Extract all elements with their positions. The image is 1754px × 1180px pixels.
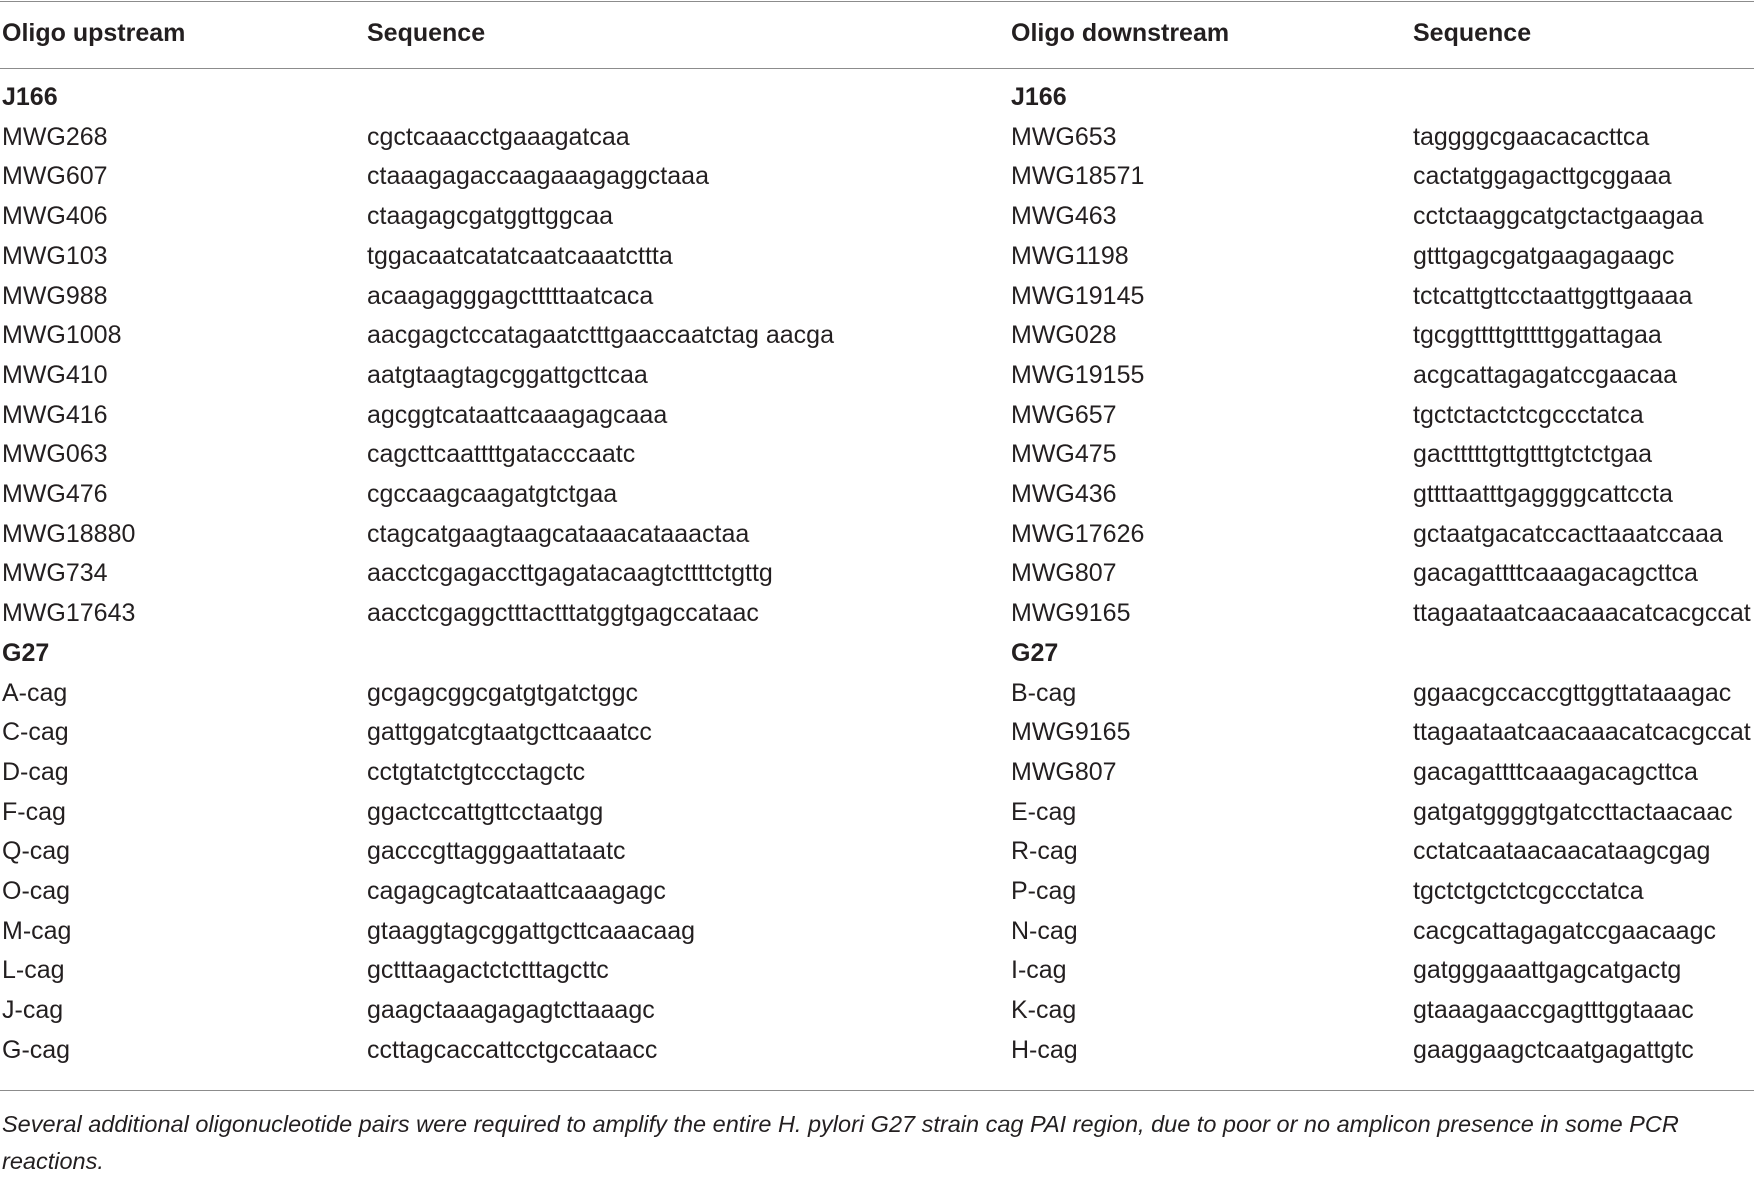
oligo-downstream-sequence: gatgatggggtgatccttactaacaac — [1413, 797, 1733, 826]
oligo-upstream-sequence: aacgagctccatagaatctttgaaccaatctag aacga — [367, 321, 834, 350]
oligo-upstream-sequence: ctaaagagaccaagaaagaggctaaa — [367, 162, 709, 191]
table-body — [0, 66, 1754, 1071]
oligo-upstream-sequence: ggactccattgttcctaatgg — [367, 797, 604, 826]
oligo-downstream-sequence: gctaatgacatccacttaaatccaaa — [1413, 519, 1723, 548]
oligo-downstream-sequence: gttttaatttgaggggcattccta — [1413, 480, 1673, 509]
oligo-downstream-sequence: gatgggaaattgagcatgactg — [1413, 956, 1682, 985]
spacer-cell — [0, 66, 1754, 78]
oligo-downstream-sequence: tgcggttttgtttttggattagaa — [1413, 321, 1662, 350]
table-row — [0, 435, 1754, 475]
oligo-downstream-name: H-cag — [1011, 1035, 1078, 1064]
table-row — [0, 475, 1754, 515]
oligo-upstream-name: F-cag — [2, 797, 66, 826]
table-row — [0, 118, 1754, 158]
oligo-upstream-sequence: tggacaatcatatcaatcaaatcttta — [367, 241, 673, 270]
oligo-upstream-name: MWG410 — [2, 360, 108, 389]
table-row — [0, 832, 1754, 872]
oligo-upstream-name: G-cag — [2, 1035, 71, 1064]
oligo-downstream-name: I-cag — [1011, 956, 1067, 985]
oligo-downstream-sequence: gactttttgttgtttgtctctgaa — [1413, 440, 1653, 469]
table-row — [0, 991, 1754, 1031]
oligo-upstream-name: MWG734 — [2, 559, 108, 588]
oligo-downstream-sequence: tgctctactctcgccctatca — [1413, 400, 1644, 429]
oligo-downstream-name: MWG19145 — [1011, 281, 1145, 310]
oligo-upstream-sequence: aatgtaagtagcggattgcttcaa — [367, 360, 648, 389]
oligo-downstream-sequence: tctcattgttcctaattggttgaaaa — [1413, 281, 1693, 310]
table-row — [0, 912, 1754, 952]
oligo-upstream-name: D-cag — [2, 757, 69, 786]
table-row — [0, 237, 1754, 277]
table-row — [0, 356, 1754, 396]
oligo-downstream-name: MWG475 — [1011, 440, 1117, 469]
oligo-downstream-sequence: gtttgagcgatgaagagaagc — [1413, 241, 1675, 270]
oligo-downstream-sequence: cacgcattagagatccgaacaagc — [1413, 916, 1716, 945]
oligo-upstream-name: A-cag — [2, 678, 68, 707]
oligo-upstream-sequence: cgctcaaacctgaaagatcaa — [367, 122, 630, 151]
table-row — [0, 316, 1754, 356]
oligo-downstream-name: MWG028 — [1011, 321, 1117, 350]
group-header-row — [0, 634, 1754, 674]
oligo-upstream-sequence: cctgtatctgtccctagctc — [367, 757, 586, 786]
oligo-downstream-name: MWG9165 — [1011, 718, 1131, 747]
group-name-upstream: G27 — [2, 638, 50, 667]
oligo-upstream-name: MWG1008 — [2, 321, 122, 350]
group-spacer-downstream — [1411, 634, 1754, 674]
oligo-upstream-name: M-cag — [2, 916, 72, 945]
oligo-downstream-name: MWG18571 — [1011, 162, 1145, 191]
table-row — [0, 157, 1754, 197]
header-row — [0, 0, 1754, 66]
table-row — [0, 594, 1754, 634]
group-spacer-upstream — [365, 634, 1009, 674]
oligo-upstream-sequence: aacctcgaggctttactttatggtgagccataac — [367, 599, 759, 628]
oligo-upstream-name: Q-cag — [2, 837, 71, 866]
group-spacer-downstream — [1411, 78, 1754, 118]
table-row — [0, 951, 1754, 991]
table-footnote: Several additional oligonucleotide pairs were required to amplify the entire H. pylori G27 strain cag PAI region, due to poor or no amplicon presence in some PCR reactions. — [2, 1111, 1679, 1174]
oligo-downstream-sequence: acgcattagagatccgaacaa — [1413, 360, 1678, 389]
oligo-downstream-name: P-cag — [1011, 877, 1077, 906]
table-row — [0, 197, 1754, 237]
oligo-upstream-sequence: agcggtcataattcaaagagcaaa — [367, 400, 668, 429]
oligo-upstream-name: C-cag — [2, 718, 69, 747]
oligo-upstream-sequence: ctagcatgaagtaagcataaacataaactaa — [367, 519, 750, 548]
oligo-downstream-sequence: ttagaataatcaacaaacatcacgccat — [1413, 718, 1751, 747]
oligo-downstream-sequence: cactatggagacttgcggaaa — [1413, 162, 1672, 191]
oligo-downstream-sequence: cctctaaggcatgctactgaagaa — [1413, 202, 1704, 231]
oligo-upstream-name: MWG17643 — [2, 599, 136, 628]
oligo-upstream-sequence: cgccaagcaagatgtctgaa — [367, 480, 618, 509]
oligo-downstream-name: MWG463 — [1011, 202, 1117, 231]
group-name-downstream: G27 — [1011, 638, 1059, 667]
oligo-downstream-sequence: gacagattttcaaagacagcttca — [1413, 559, 1698, 588]
oligo-upstream-name: L-cag — [2, 956, 65, 985]
oligo-upstream-name: MWG103 — [2, 241, 108, 270]
group-name-downstream: J166 — [1011, 83, 1067, 111]
oligo-upstream-sequence: ctaagagcgatggttggcaa — [367, 202, 614, 231]
oligo-upstream-name: J-cag — [2, 996, 64, 1025]
oligo-upstream-name: MWG18880 — [2, 519, 136, 548]
oligo-downstream-name: B-cag — [1011, 678, 1077, 707]
table-row — [0, 554, 1754, 594]
table-row — [0, 674, 1754, 714]
oligo-upstream-name: MWG607 — [2, 162, 108, 191]
oligo-upstream-sequence: gacccgttagggaattataatc — [367, 837, 626, 866]
oligo-upstream-sequence: cagcttcaattttgatacccaatc — [367, 440, 636, 469]
table-row — [0, 1031, 1754, 1071]
group-header-row — [0, 78, 1754, 118]
group-name-upstream: J166 — [2, 83, 58, 111]
oligo-upstream-sequence: ccttagcaccattcctgccataacc — [367, 1035, 658, 1064]
oligo-downstream-name: MWG657 — [1011, 400, 1117, 429]
oligo-upstream-name: MWG406 — [2, 202, 108, 231]
oligo-upstream-name: O-cag — [2, 877, 71, 906]
oligo-downstream-sequence: gaaggaagctcaatgagattgtc — [1413, 1035, 1694, 1064]
oligo-upstream-name: MWG988 — [2, 281, 108, 310]
oligo-downstream-sequence: ttagaataatcaacaaacatcacgccat — [1413, 599, 1751, 628]
oligo-upstream-sequence: gctttaagactctctttagcttc — [367, 956, 609, 985]
spacer-row — [0, 66, 1754, 78]
oligo-downstream-name: E-cag — [1011, 797, 1077, 826]
table-row — [0, 277, 1754, 317]
oligo-upstream-name: MWG416 — [2, 400, 108, 429]
table-row — [0, 396, 1754, 436]
oligo-downstream-name: MWG19155 — [1011, 360, 1145, 389]
group-spacer-upstream — [365, 78, 1009, 118]
header-sequence-downstream: Sequence — [1413, 19, 1532, 47]
oligo-upstream-name: MWG476 — [2, 480, 108, 509]
oligo-downstream-name: R-cag — [1011, 837, 1078, 866]
oligo-downstream-sequence: gtaaagaaccgagtttggtaaac — [1413, 996, 1694, 1025]
oligo-downstream-sequence: cctatcaataacaacataagcgag — [1413, 837, 1711, 866]
oligo-upstream-sequence: gaagctaaagagagtcttaaagc — [367, 996, 655, 1025]
oligo-upstream-name: MWG268 — [2, 122, 108, 151]
header-sequence-upstream: Sequence — [367, 19, 486, 47]
oligo-upstream-sequence: gcgagcggcgatgtgatctggc — [367, 678, 639, 707]
table-row — [0, 753, 1754, 793]
oligo-upstream-name: MWG063 — [2, 440, 108, 469]
oligo-upstream-sequence: gtaaggtagcggattgcttcaaacaag — [367, 916, 696, 945]
table-row — [0, 872, 1754, 912]
oligo-downstream-name: K-cag — [1011, 996, 1077, 1025]
oligo-downstream-name: MWG1198 — [1011, 241, 1129, 270]
oligo-downstream-name: MWG653 — [1011, 122, 1117, 151]
table-bottom-rule — [0, 1090, 1754, 1091]
oligo-downstream-sequence: ggaacgccaccgttggttataaagac — [1413, 678, 1732, 707]
oligo-downstream-name: MWG17626 — [1011, 519, 1145, 548]
oligo-downstream-sequence: tgctctgctctcgccctatca — [1413, 877, 1644, 906]
oligo-downstream-sequence: taggggcgaacacacttca — [1413, 122, 1650, 151]
oligo-downstream-name: MWG807 — [1011, 757, 1117, 786]
oligo-upstream-sequence: aacctcgagaccttgagatacaagtcttttctgttg — [367, 559, 773, 588]
oligo-downstream-name: MWG436 — [1011, 480, 1117, 509]
header-oligo-upstream: Oligo upstream — [2, 19, 186, 47]
table-header — [0, 0, 1754, 66]
oligo-downstream-sequence: gacagattttcaaagacagcttca — [1413, 757, 1698, 786]
oligo-upstream-sequence: cagagcagtcataattcaaagagc — [367, 877, 666, 906]
table-row — [0, 793, 1754, 833]
oligo-downstream-name: MWG807 — [1011, 559, 1117, 588]
table-row — [0, 515, 1754, 555]
oligo-upstream-sequence: acaagagggagctttttaatcaca — [367, 281, 654, 310]
oligo-downstream-name: MWG9165 — [1011, 599, 1131, 628]
oligo-upstream-sequence: gattggatcgtaatgcttcaaatcc — [367, 718, 652, 747]
oligo-downstream-name: N-cag — [1011, 916, 1078, 945]
header-oligo-downstream: Oligo downstream — [1011, 19, 1230, 47]
table-row — [0, 713, 1754, 753]
